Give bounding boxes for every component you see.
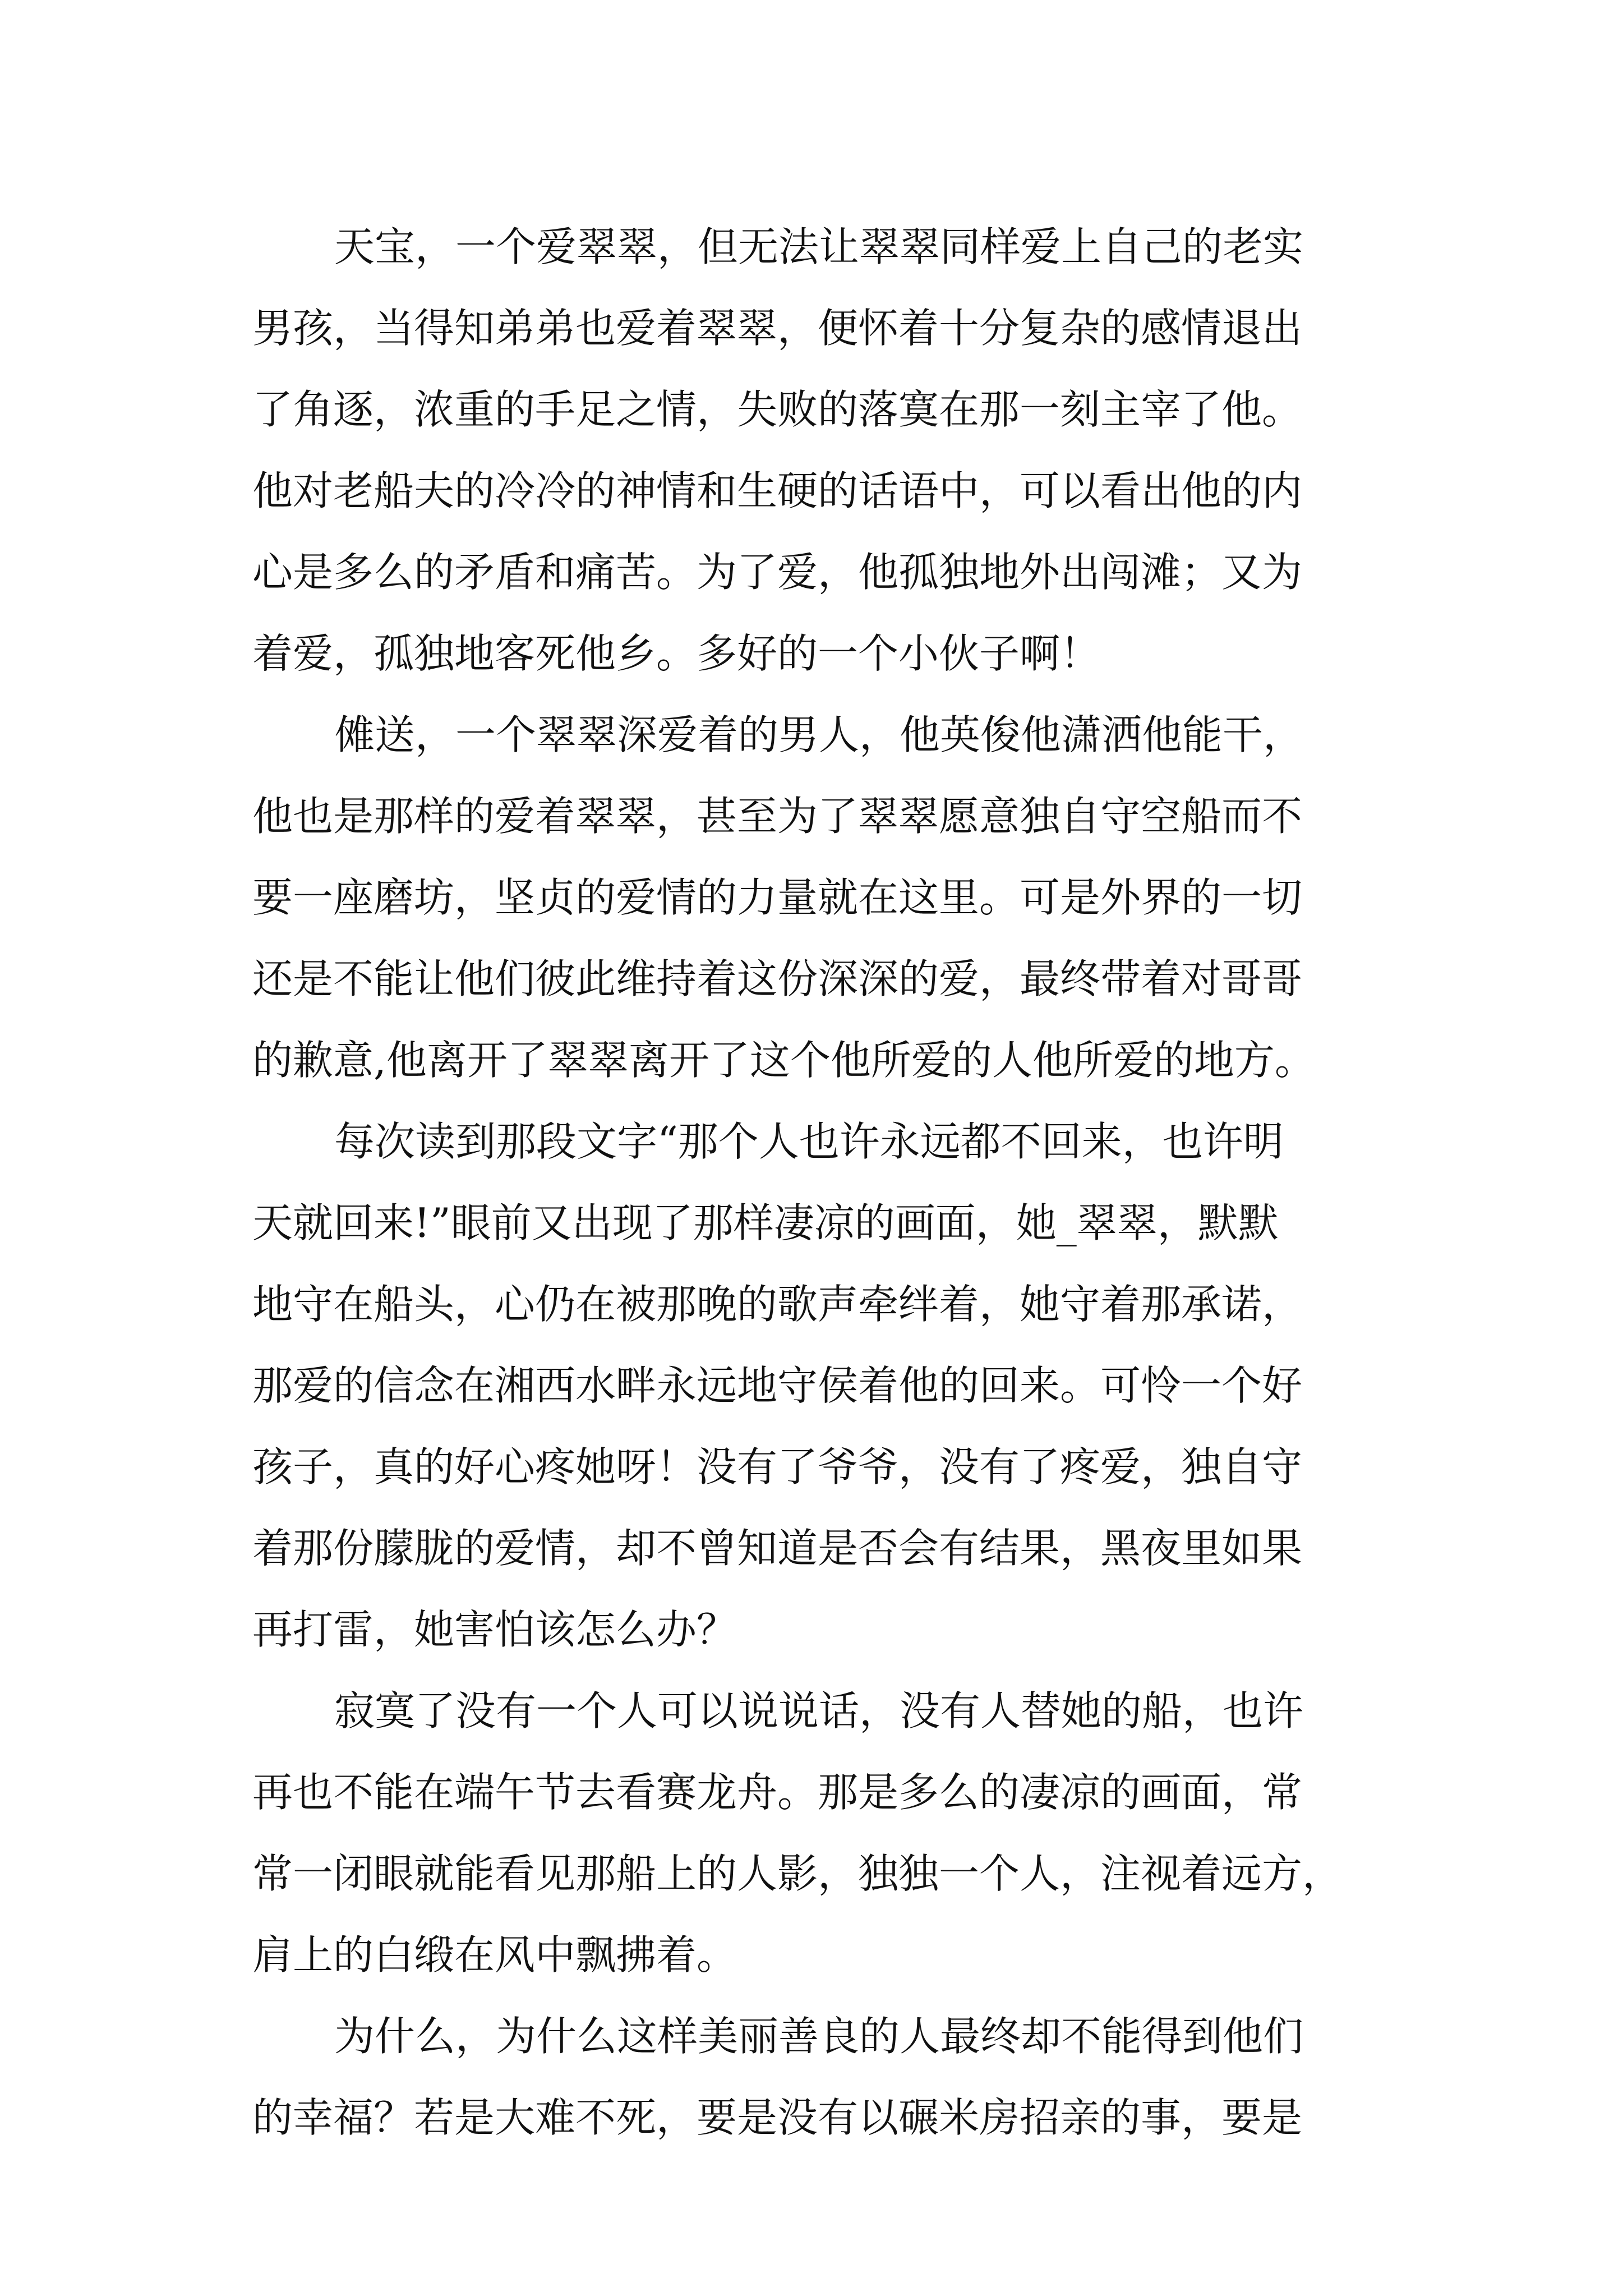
- text-line: 他也是那样的爱着翠翠，甚至为了翠翠愿意独自守空船而不: [252, 793, 1303, 840]
- text-line: 着那份朦胧的爱情，却不曾知道是否会有结果，黑夜里如果: [252, 1525, 1303, 1572]
- text-line: 常一闭眼就能看见那船上的人影，独独一个人，注视着远方，: [252, 1850, 1343, 1897]
- text-line: 地守在船头，心仍在被那晚的歌声牵绊着，她守着那承诺，: [252, 1281, 1303, 1328]
- text-line: 那爱的信念在湘西水畔永远地守侯着他的回来。可怜一个好: [252, 1362, 1303, 1409]
- text-line: 天就回来!”眼前又出现了那样凄凉的画面，她_翠翠，默默: [252, 1199, 1279, 1246]
- text-line: 每次读到那段文字“那个人也许永远都不回来，也许明: [334, 1118, 1284, 1165]
- text-line: 寂寞了没有一个人可以说说话，没有人替她的船，也许: [334, 1687, 1304, 1734]
- document-body: [252, 206, 1380, 2159]
- text-line: 男孩，当得知弟弟也爱着翠翠，便怀着十分复杂的感情退出: [252, 305, 1303, 352]
- text-line: 傩送，一个翠翠深爱着的男人，他英俊他潇洒他能干，: [334, 711, 1304, 758]
- paragraph-nuosong: [252, 694, 1380, 1101]
- text-line: 孩子，真的好心疼她呀！没有了爷爷，没有了疼爱，独自守: [252, 1443, 1303, 1490]
- text-line: 了角逐，浓重的手足之情，失败的落寞在那一刻主宰了他。: [252, 386, 1303, 433]
- paragraph-loneliness: [252, 1671, 1380, 1996]
- text-line: 再也不能在端午节去看赛龙舟。那是多么的凄凉的画面，常: [252, 1769, 1303, 1816]
- text-line: 为什么，为什么这样美丽善良的人最终却不能得到他们: [334, 2013, 1304, 2060]
- text-line: 的歉意,他离开了翠翠离开了这个他所爱的人他所爱的地方。: [252, 1037, 1315, 1084]
- paragraph-tianbao: [252, 206, 1380, 694]
- text-line: 心是多么的矛盾和痛苦。为了爱，他孤独地外出闯滩；又为: [252, 549, 1303, 596]
- text-line: 他对老船夫的冷冷的神情和生硬的话语中，可以看出他的内: [252, 467, 1303, 514]
- text-line: 肩上的白缎在风中飘拂着。: [252, 1931, 737, 1978]
- text-line: 要一座磨坊，坚贞的爱情的力量就在这里。可是外界的一切: [252, 874, 1303, 921]
- paragraph-cuicui: [252, 1101, 1380, 1671]
- text-line: 着爱，孤独地客死他乡。多好的一个小伙子啊！: [252, 630, 1101, 677]
- text-line: 还是不能让他们彼此维持着这份深深的爱，最终带着对哥哥: [252, 955, 1303, 1002]
- paragraph-why: [252, 1996, 1380, 2159]
- text-line: 天宝，一个爱翠翠，但无法让翠翠同样爱上自己的老实: [334, 223, 1304, 270]
- text-line: 的幸福？若是大难不死，要是没有以碾米房招亲的事，要是: [252, 2094, 1303, 2141]
- text-line: 再打雷，她害怕该怎么办？: [252, 1606, 737, 1653]
